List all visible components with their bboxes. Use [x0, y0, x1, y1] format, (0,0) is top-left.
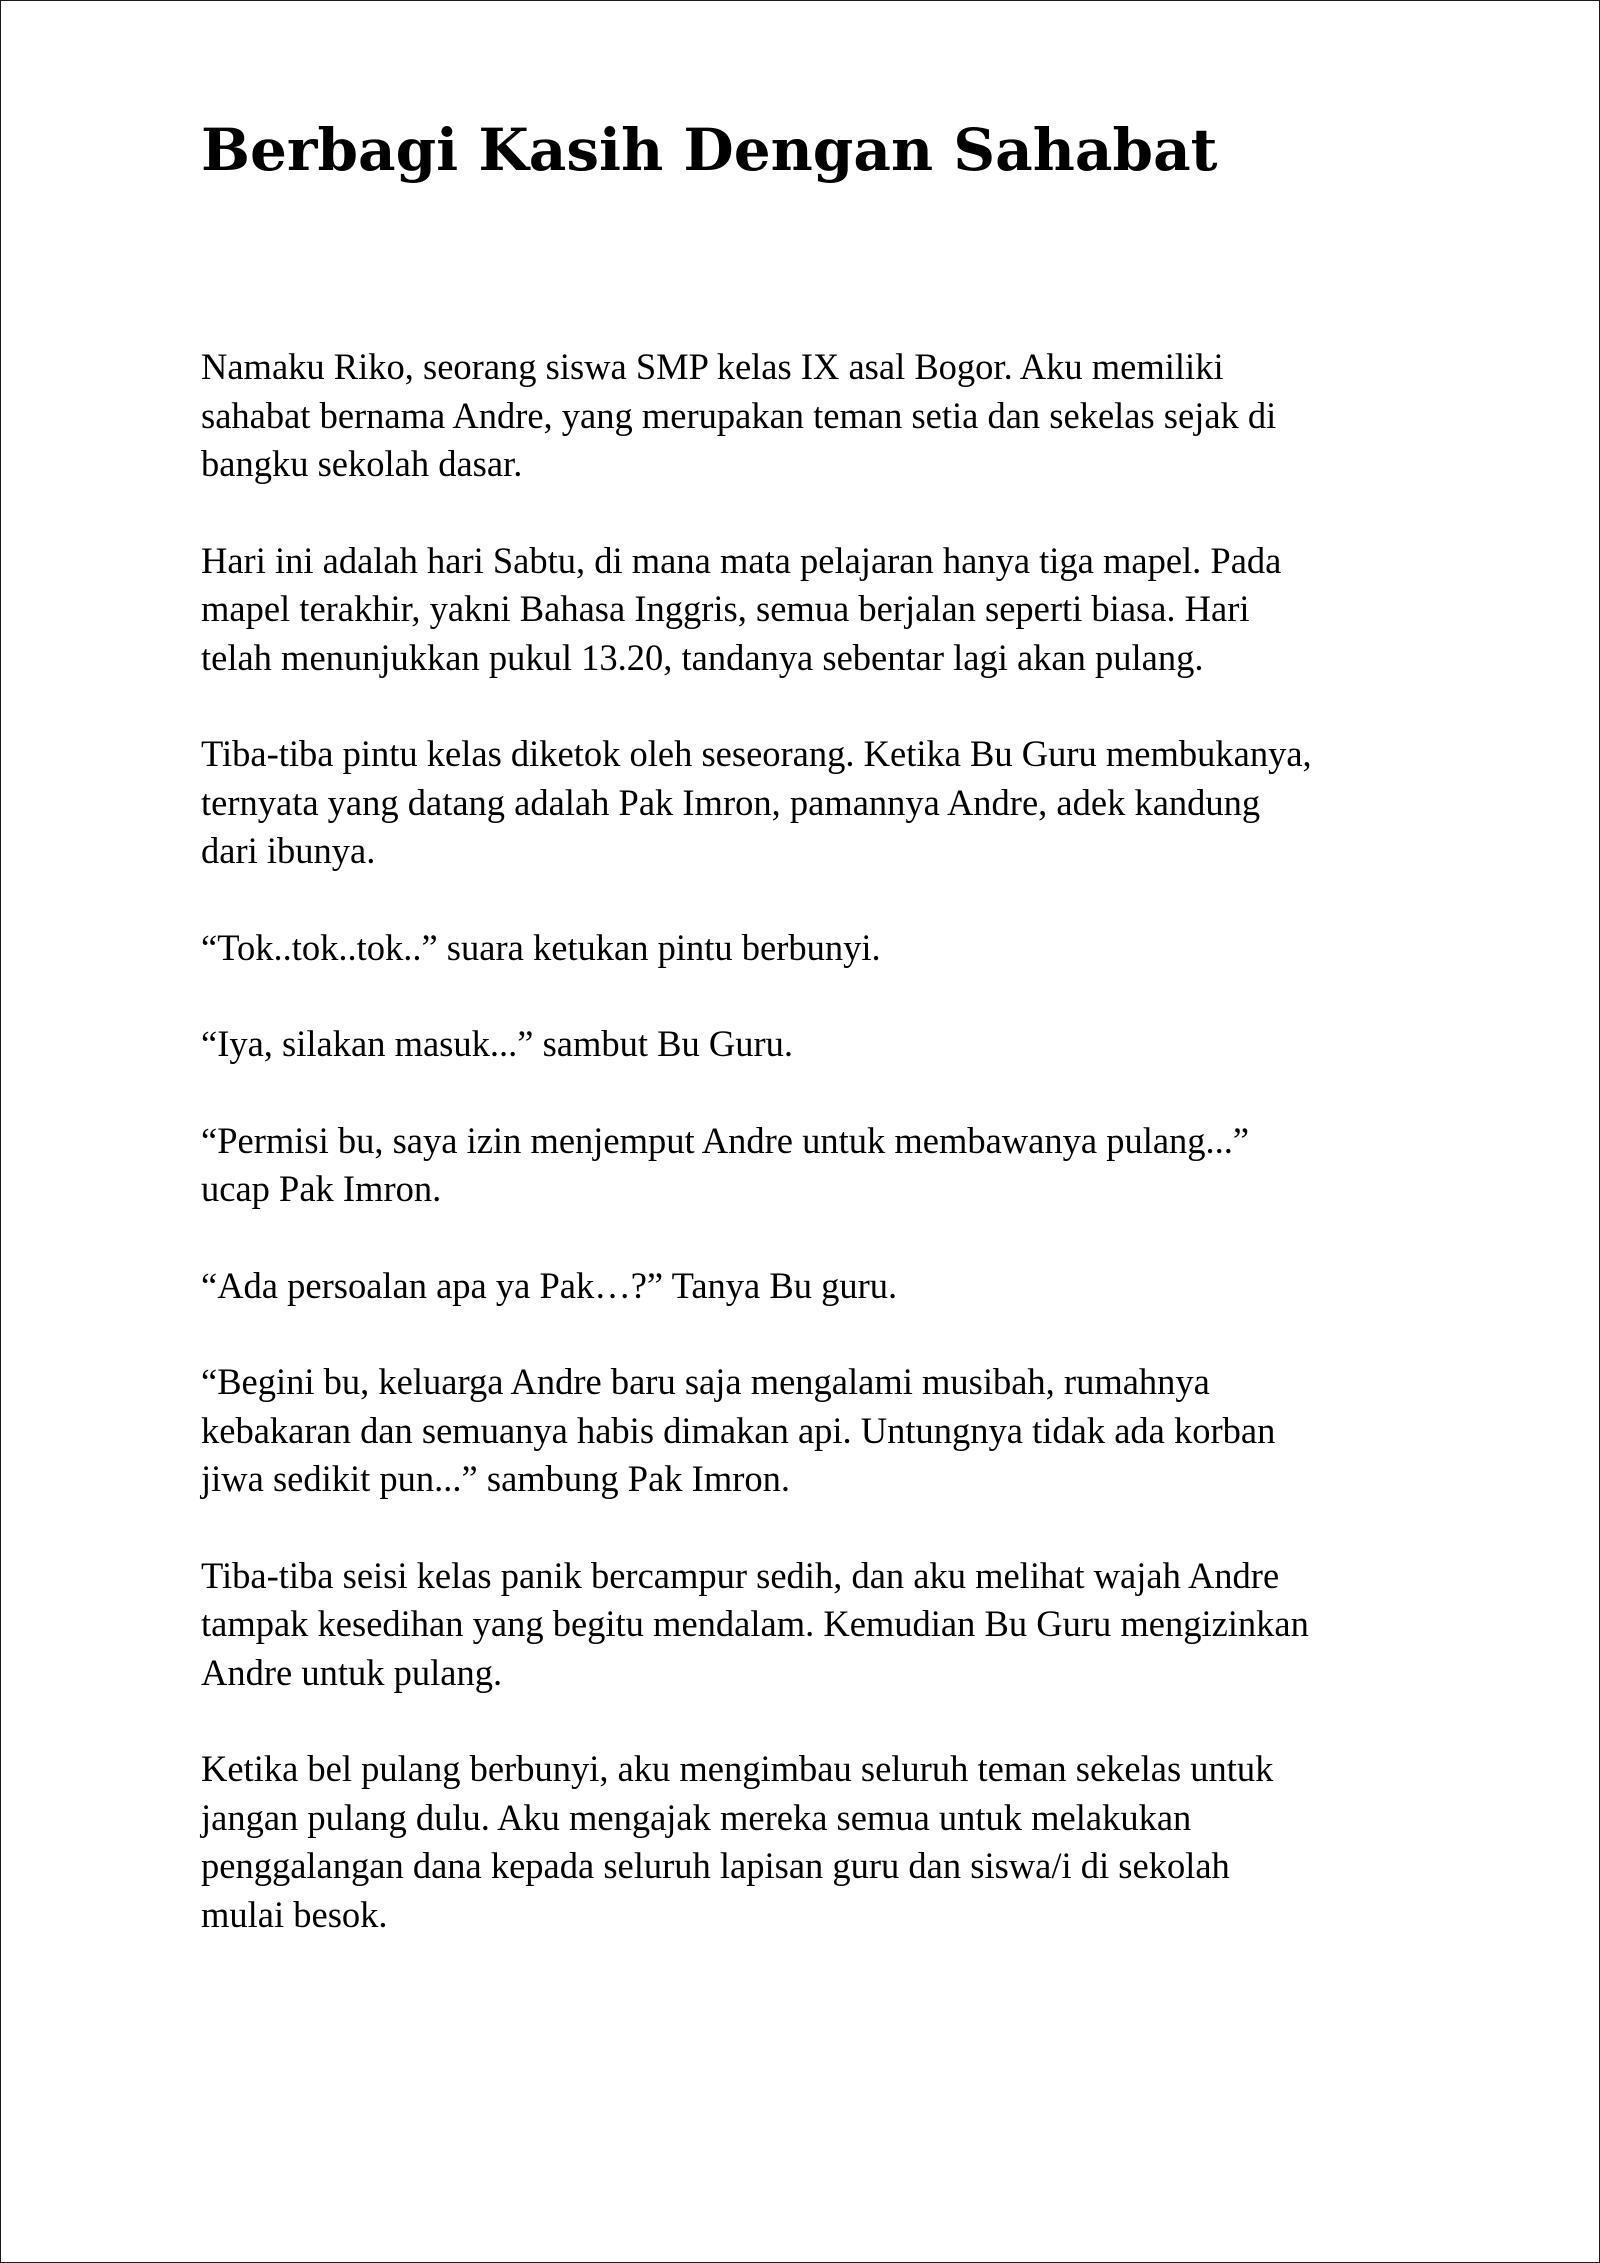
story-body: [201, 343, 1401, 1987]
paragraph-10: Ketika bel pulang berbunyi, aku mengimbau seluruh teman sekelas untuk jangan pulang dulu. Aku mengajak mereka semua untuk melakukan penggalangan dana kepada seluruh lapisan guru dan siswa/i di sekolah mulai besok.: [201, 1748, 1274, 1935]
paragraph-5: “Iya, silakan masuk...” sambut Bu Guru.: [201, 1023, 793, 1064]
page-title: Berbagi Kasih Dengan Sahabat: [201, 116, 1218, 184]
paragraph-3: Tiba-tiba pintu kelas diketok oleh seseorang. Ketika Bu Guru membukanya, ternyata yang datang adalah Pak Imron, pamannya Andre, adek kandung dari ibunya.: [201, 733, 1312, 871]
paragraph-9: Tiba-tiba seisi kelas panik bercampur sedih, dan aku melihat wajah Andre tampak kesedihan yang begitu mendalam. Kemudian Bu Guru mengizinkan Andre untuk pulang.: [201, 1554, 1309, 1693]
paragraph-7: “Ada persoalan apa ya Pak…?” Tanya Bu guru.: [201, 1264, 898, 1306]
paragraph-4: “Tok..tok..tok..” suara ketukan pintu berbunyi.: [201, 926, 881, 968]
paragraph-2: Hari ini adalah hari Sabtu, di mana mata pelajaran hanya tiga mapel. Pada mapel terakhir, yakni Bahasa Inggris, semua berjalan seperti biasa. Hari telah menunjukkan pukul 13.20, tandanya sebentar lagi akan pulang.: [201, 539, 1282, 678]
paragraph-6: “Permisi bu, saya izin menjemput Andre untuk membawanya pulang...” ucap Pak Imron.: [201, 1119, 1250, 1209]
paragraph-1: Namaku Riko, seorang siswa SMP kelas IX asal Bogor. Aku memiliki sahabat bernama Andre, yang merupakan teman setia dan sekelas sejak di bangku sekolah dasar.: [201, 346, 1277, 484]
paragraph-8: “Begini bu, keluarga Andre baru saja mengalami musibah, rumahnya kebakaran dan semuanya habis dimakan api. Untungnya tidak ada korban jiwa sedikit pun...” sambung Pak Imron.: [201, 1361, 1276, 1499]
